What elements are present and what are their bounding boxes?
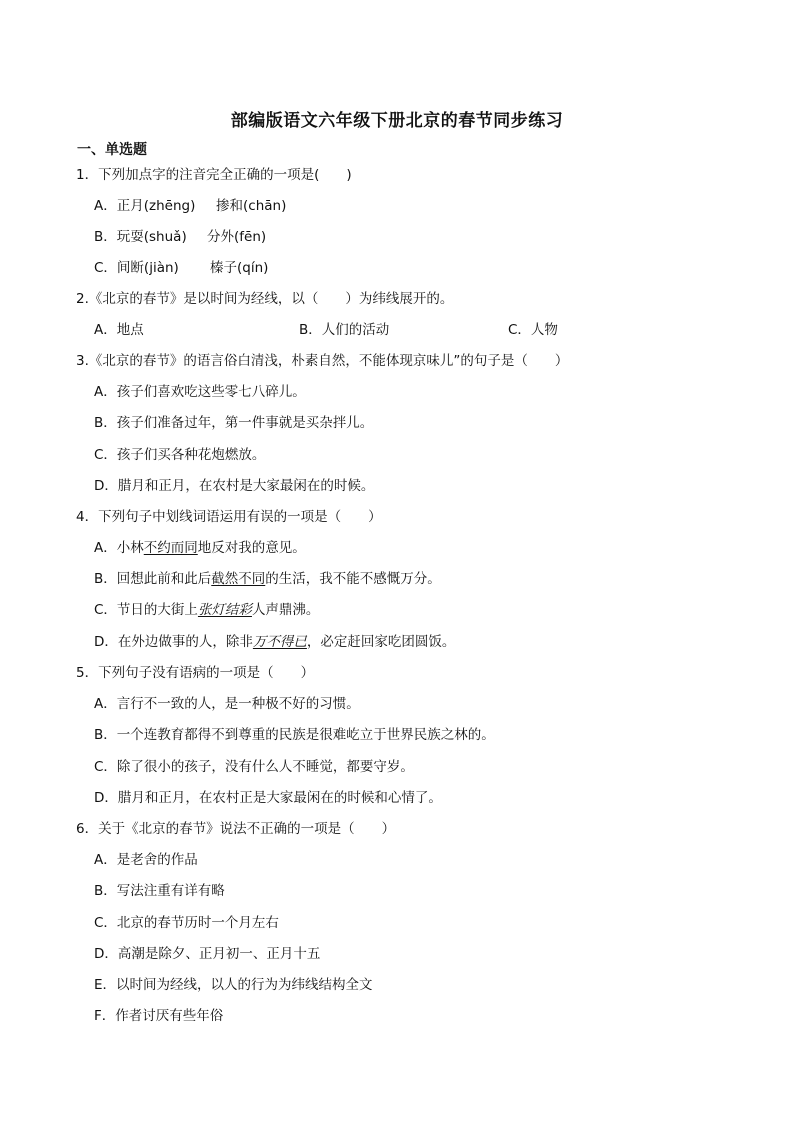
q4-stem: 4．下列句子中划线词语运用有误的一项是（ ） (76, 509, 382, 525)
q1-option-c-part2: 榛子(qín) (210, 260, 269, 276)
q4-option-d-pre: D．在外边做事的人，除非 (94, 634, 253, 650)
q1-stem: 1．下列加点字的注音完全正确的一项是( ) (76, 167, 352, 183)
q2-options (94, 320, 558, 340)
q4-option-d (94, 632, 455, 652)
q1-option-a-part2: 掺和(chān) (216, 198, 287, 214)
q6-stem: 6．关于《北京的春节》说法不正确的一项是（ ） (76, 821, 396, 837)
q6-option-b: B．写法注重有详有略 (94, 883, 225, 899)
q4-option-c-underlined: 张灯结彩 (197, 602, 252, 618)
q4-option-c-post: 人声鼎沸。 (251, 602, 320, 618)
q2-option-c: C．人物 (508, 322, 558, 338)
q6-option-f: F．作者讨厌有些年俗 (94, 1008, 224, 1024)
q4-option-b (94, 569, 441, 589)
q3-option-a: A．孩子们喜欢吃这些零七八碎儿。 (94, 384, 306, 400)
q4-option-a-underlined: 不约而同 (143, 540, 198, 556)
q5-option-b: B．一个连教育都得不到尊重的民族是很难屹立于世界民族之林的。 (94, 727, 495, 743)
q1-option-b-part2: 分外(fēn) (207, 229, 267, 245)
q4-option-b-underlined: 截然不同 (211, 571, 266, 587)
q3-option-c: C．孩子们买各种花炮燃放。 (94, 447, 266, 463)
q3-option-b: B．孩子们准备过年，第一件事就是买杂拌儿。 (94, 415, 374, 431)
section-heading: 一、单选题 (77, 142, 147, 158)
q6-option-c: C．北京的春节历时一个月左右 (94, 915, 279, 931)
q4-option-d-underlined: 万不得已 (252, 634, 307, 650)
q5-stem: 5．下列句子没有语病的一项是（ ） (76, 665, 315, 681)
q4-option-c-pre: C．节日的大街上 (94, 602, 198, 618)
q1-option-b (94, 227, 266, 247)
q6-option-e: E．以时间为经线，以人的行为为纬线结构全文 (94, 977, 373, 993)
q1-option-a-part1: A．正月(zhēng) (94, 198, 196, 214)
q4-option-b-post: 的生活，我不能不感慨万分。 (265, 571, 441, 587)
q6-option-d: D．高潮是除夕、正月初一、正月十五 (94, 946, 321, 962)
q4-option-b-pre: B．回想此前和此后 (94, 571, 212, 587)
q1-option-c (94, 258, 268, 278)
q1-option-a (94, 196, 286, 216)
q6-option-a: A．是老舍的作品 (94, 852, 198, 868)
q2-stem: 2.《北京的春节》是以时间为经线，以（ ）为纬线展开的。 (76, 291, 454, 307)
q5-option-d: D．腊月和正月，在农村正是大家最闲在的时候和心情了。 (94, 790, 442, 806)
q2-option-a: A．地点 (94, 322, 144, 338)
q4-option-d-post: ，必定赶回家吃团圆饭。 (306, 634, 456, 650)
q4-option-a-pre: A．小林 (94, 540, 144, 556)
page-title: 部编版语文六年级下册北京的春节同步练习 (230, 111, 564, 131)
q4-option-c (94, 600, 319, 620)
q5-option-c: C．除了很小的孩子，没有什么人不睡觉，都要守岁。 (94, 759, 414, 775)
q1-option-c-part1: C．间断(jiàn) (94, 260, 179, 276)
q3-stem: 3.《北京的春节》的语言俗白清浅，朴素自然，不能体现京味儿”的句子是（ ） (76, 353, 569, 369)
q2-option-b: B．人们的活动 (299, 322, 390, 338)
q3-option-d: D．腊月和正月，在农村是大家最闲在的时候。 (94, 478, 375, 494)
q1-option-b-part1: B．玩耍(shuǎ) (94, 229, 187, 245)
q4-option-a-post: 地反对我的意见。 (197, 540, 306, 556)
q4-option-a (94, 538, 306, 558)
q5-option-a: A．言行不一致的人，是一种极不好的习惯。 (94, 696, 360, 712)
